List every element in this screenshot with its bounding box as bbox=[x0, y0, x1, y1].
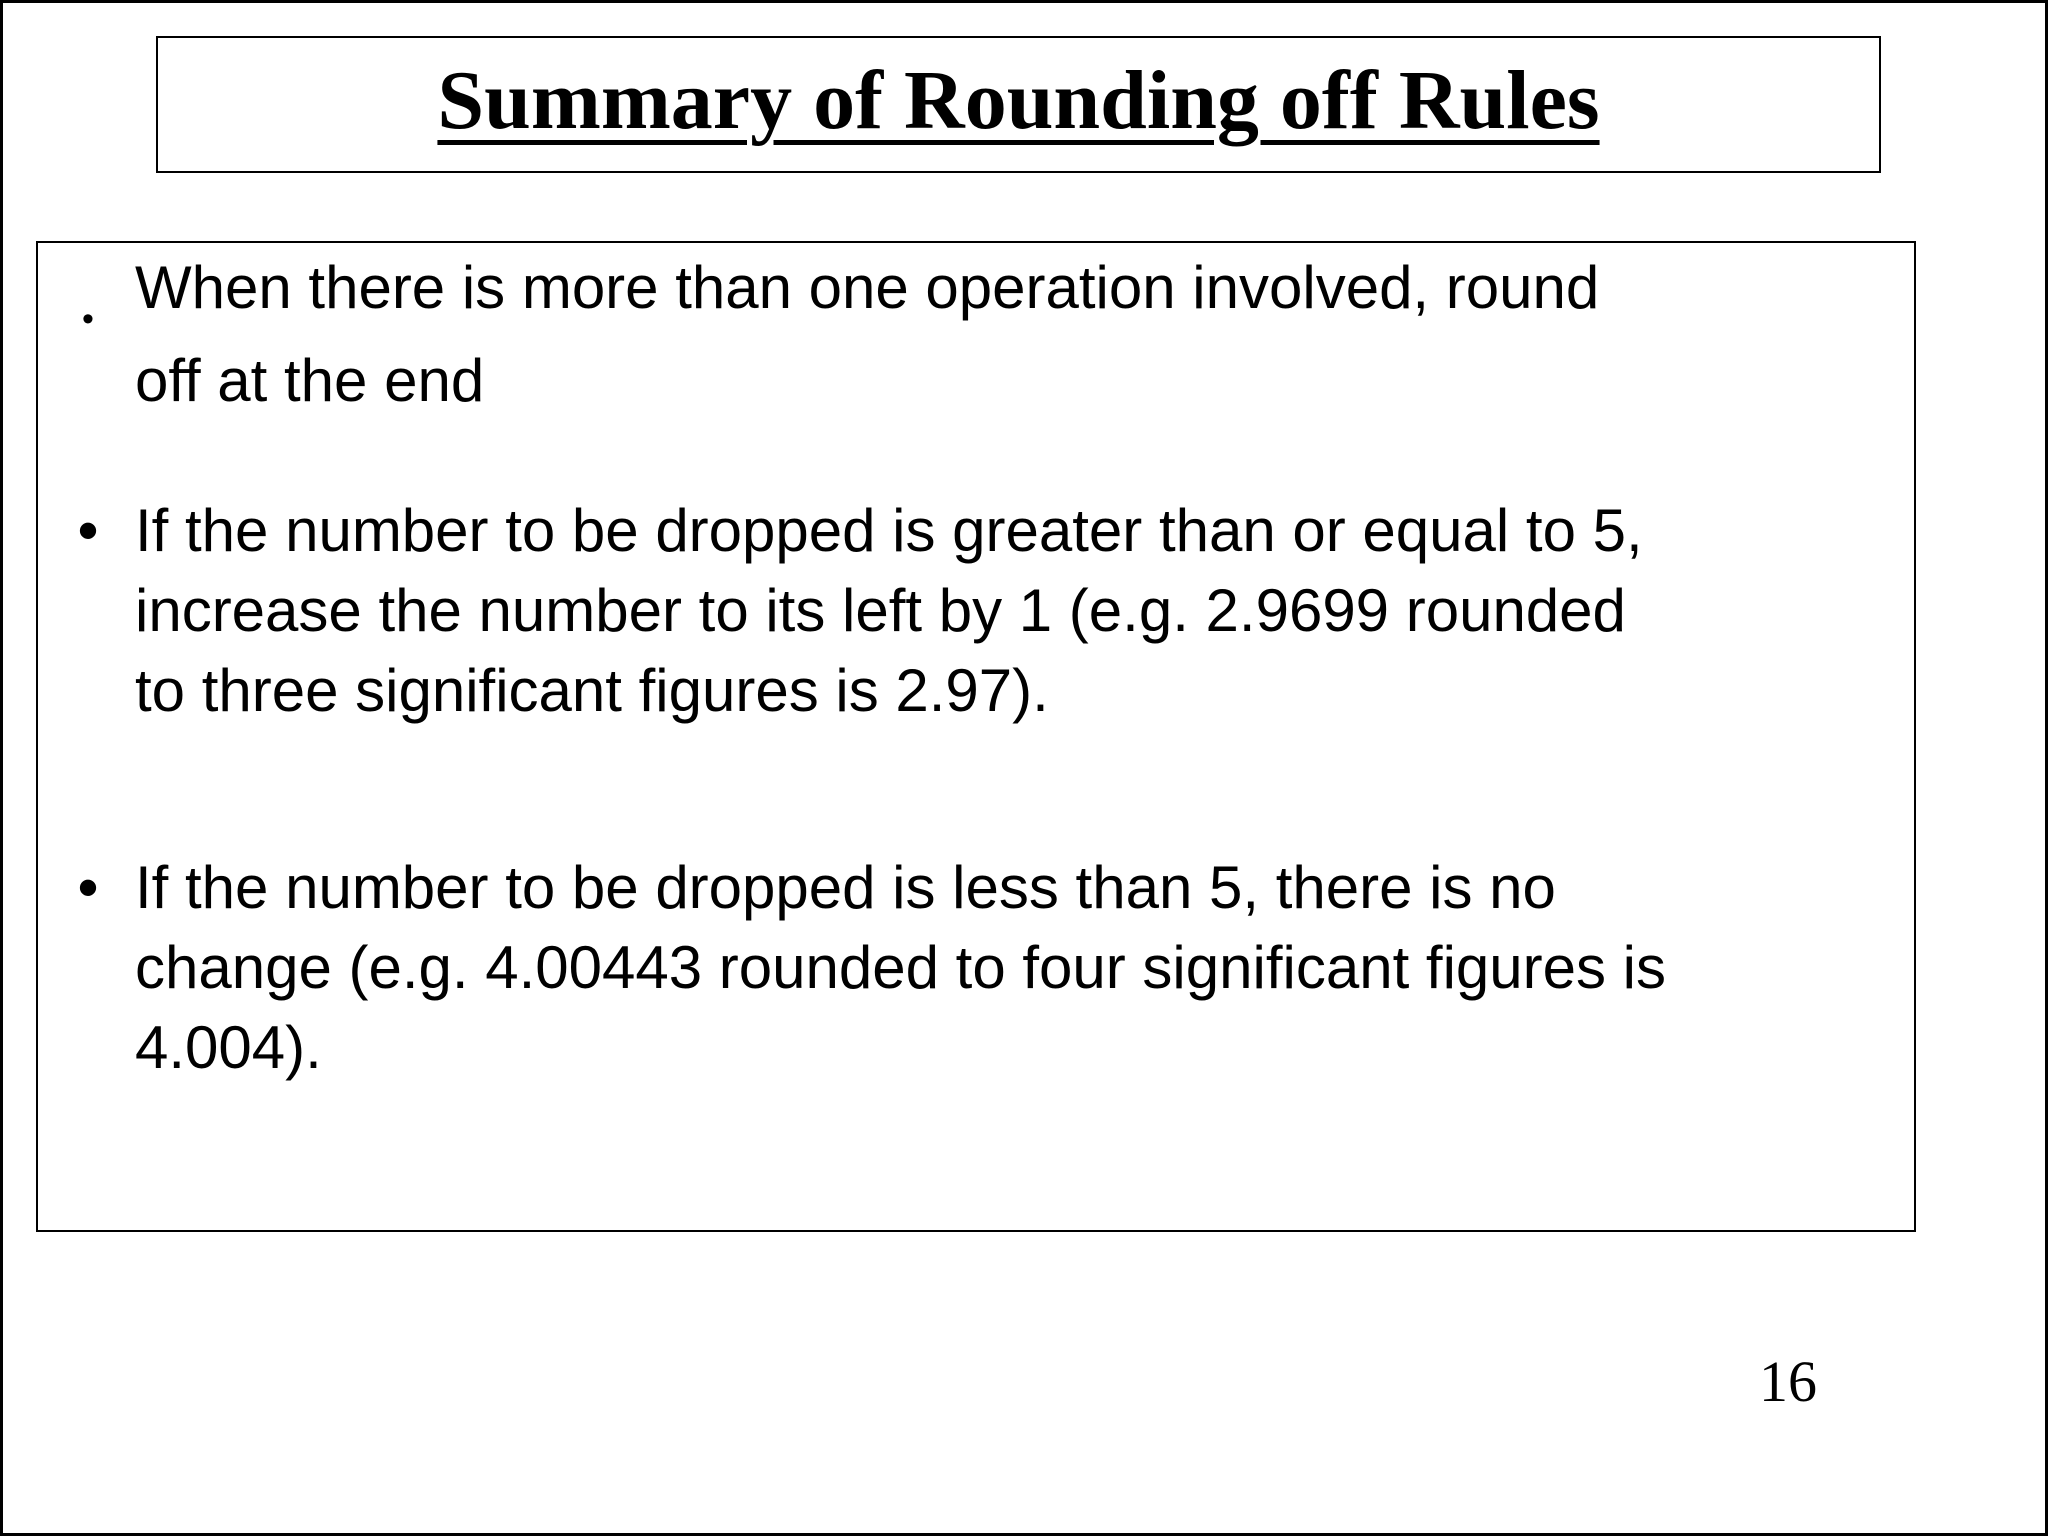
bullet-text bbox=[135, 848, 1895, 1088]
bullet-line: off at the end bbox=[135, 347, 485, 414]
bullet-line: When there is more than one operation involved, round bbox=[135, 254, 1600, 321]
content-box bbox=[36, 241, 1916, 1232]
bullet-icon: • bbox=[77, 854, 99, 921]
page-number: 16 bbox=[1759, 1349, 1817, 1414]
bullet-icon: • bbox=[82, 300, 94, 338]
bullet-text bbox=[135, 241, 1895, 427]
bullet-line: 4.004). bbox=[135, 1014, 322, 1081]
slide-title: Summary of Rounding off Rules bbox=[437, 53, 1600, 147]
title-box bbox=[156, 36, 1881, 173]
bullet-text bbox=[135, 491, 1895, 731]
bullet-line: to three significant figures is 2.97). bbox=[135, 657, 1049, 724]
bullet-line: If the number to be dropped is greater than or equal to 5, bbox=[135, 497, 1643, 564]
bullet-line: increase the number to its left by 1 (e.g. 2.9699 rounded bbox=[135, 577, 1626, 644]
bullet-line: change (e.g. 4.00443 rounded to four significant figures is bbox=[135, 934, 1666, 1001]
bullet-icon: • bbox=[77, 497, 99, 564]
bullet-line: If the number to be dropped is less than 5, there is no bbox=[135, 854, 1556, 921]
